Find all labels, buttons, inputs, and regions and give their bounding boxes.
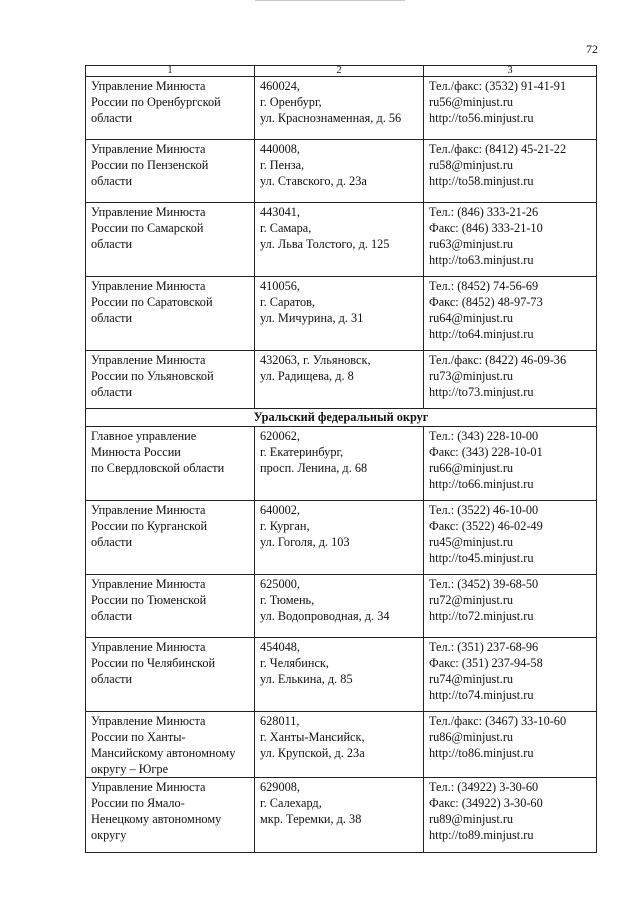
address-line: 625000, [260,577,300,591]
contact-line: Факс: (8452) 48-97-73 [429,295,543,309]
contact-line: Тел.: (34922) 3-30-60 [429,780,539,794]
address-line: 443041, [260,205,300,219]
address-line: ул. Елькина, д. 85 [260,672,353,686]
address-line: 628011, [260,714,300,728]
office-name-cell [86,638,255,712]
contacts-cell [424,712,597,778]
office-name-line: Главное управление [91,429,197,443]
contacts-cell [424,427,597,501]
office-name-line: Управление Минюста [91,780,206,794]
office-name-line: Управление Минюста [91,79,206,93]
contacts-cell [424,575,597,638]
contact-line: http://to56.minjust.ru [429,111,534,125]
contact-line: Тел.: (3522) 46-10-00 [429,503,539,517]
section-title: Уральский федеральный округ [86,409,597,427]
contact-line: http://to66.minjust.ru [429,477,534,491]
address-line: г. Оренбург, [260,95,322,109]
contacts-cell [424,277,597,351]
contact-line: Тел./факс: (3467) 33-10-60 [429,714,567,728]
address-line: ул. Ставского, д. 23а [260,174,367,188]
contact-line: http://to45.minjust.ru [429,551,534,565]
address-cell [255,203,424,277]
office-name-cell [86,140,255,203]
contact-line: ru63@minjust.ru [429,237,514,251]
contact-line: Тел.: (3452) 39-68-50 [429,577,539,591]
contact-line: Тел./факс: (3532) 91-41-91 [429,79,567,93]
office-name-line: области [91,174,133,188]
contact-line: Тел./факс: (8422) 46-09-36 [429,353,567,367]
address-line: г. Пенза, [260,158,305,172]
contact-line: http://to72.minjust.ru [429,609,534,623]
contact-line: http://to58.minjust.ru [429,174,534,188]
contact-line: http://to74.minjust.ru [429,688,534,702]
office-name-line: России по Самарской [91,221,204,235]
office-name-line: России по Оренбургской [91,95,221,109]
contact-line: Тел.: (8452) 74-56-69 [429,279,539,293]
address-line: ул. Водопроводная, д. 34 [260,609,390,623]
table-row [86,575,597,638]
office-name-line: области [91,237,133,251]
office-name-line: Управление Минюста [91,142,206,156]
office-name-cell [86,77,255,140]
address-line: 460024, [260,79,300,93]
address-line: ул. Льва Толстого, д. 125 [260,237,390,251]
address-cell [255,575,424,638]
office-name-cell [86,712,255,778]
address-cell [255,638,424,712]
address-line: ул. Радищева, д. 8 [260,369,354,383]
address-line: 410056, [260,279,300,293]
address-line: 629008, [260,780,300,794]
office-name-line: России по Ханты- [91,730,186,744]
address-cell [255,427,424,501]
contacts-cell [424,638,597,712]
address-line: г. Саратов, [260,295,315,309]
table-row [86,77,597,140]
contact-line: ru89@minjust.ru [429,812,514,826]
office-name-line: области [91,111,133,125]
address-line: 432063, г. Ульяновск, [260,353,371,367]
address-line: просп. Ленина, д. 68 [260,461,368,475]
address-cell [255,277,424,351]
address-line: г. Тюмень, [260,593,315,607]
office-name-line: по Свердловской области [91,461,225,475]
address-line: г. Ханты-Мансийск, [260,730,365,744]
contact-line: Факс: (3522) 46-02-49 [429,519,543,533]
address-line: г. Салехард, [260,796,322,810]
address-cell [255,501,424,575]
address-line: ул. Мичурина, д. 31 [260,311,364,325]
justice-offices-table [85,65,597,853]
page-number: 72 [586,42,598,56]
office-name-line: области [91,672,133,686]
office-name-cell [86,277,255,351]
contact-line: http://to89.minjust.ru [429,828,534,842]
office-name-line: России по Тюменской [91,593,207,607]
contact-line: Факс: (34922) 3-30-60 [429,796,543,810]
column-number-3: 3 [424,66,597,77]
column-number-1: 1 [86,66,255,77]
contact-line: http://to73.minjust.ru [429,385,534,399]
contacts-cell [424,140,597,203]
contact-line: Факс: (846) 333-21-10 [429,221,543,235]
office-name-line: области [91,535,133,549]
address-line: 440008, [260,142,300,156]
table-row [86,140,597,203]
office-name-line: Управление Минюста [91,503,206,517]
contacts-cell [424,501,597,575]
column-number-row [86,66,597,77]
address-line: г. Екатеринбург, [260,445,344,459]
office-name-line: округу [91,828,127,842]
office-name-line: России по Ульяновской [91,369,214,383]
contact-line: Факс: (343) 228-10-01 [429,445,543,459]
table-row [86,427,597,501]
office-name-cell [86,501,255,575]
address-line: ул. Гоголя, д. 103 [260,535,350,549]
address-line: 640002, [260,503,300,517]
office-name-line: области [91,311,133,325]
contacts-cell [424,77,597,140]
table-row [86,501,597,575]
office-name-line: области [91,385,133,399]
office-name-line: Ненецкому автономному [91,812,222,826]
office-name-line: России по Курганской [91,519,208,533]
contact-line: http://to63.minjust.ru [429,253,534,267]
contact-line: Тел.: (846) 333-21-26 [429,205,539,219]
table-row [86,778,597,853]
office-name-cell [86,575,255,638]
office-name-line: Управление Минюста [91,640,206,654]
office-name-line: Управление Минюста [91,205,206,219]
column-number-2: 2 [255,66,424,77]
address-line: ул. Крупской, д. 23а [260,746,365,760]
contact-line: ru72@minjust.ru [429,593,514,607]
office-name-cell [86,427,255,501]
office-name-line: Мансийскому автономному [91,746,236,760]
contacts-cell [424,778,597,853]
office-name-line: Управление Минюста [91,353,206,367]
address-cell [255,778,424,853]
address-cell [255,712,424,778]
address-line: г. Самара, [260,221,312,235]
address-cell [255,351,424,409]
office-name-line: Управление Минюста [91,714,206,728]
office-name-cell [86,778,255,853]
contact-line: ru64@minjust.ru [429,311,514,325]
scan-edge-line [255,0,405,1]
contact-line: http://to64.minjust.ru [429,327,534,341]
office-name-line: России по Пензенской [91,158,209,172]
contact-line: Тел.: (351) 237-68-96 [429,640,539,654]
contacts-cell [424,203,597,277]
contacts-cell [424,351,597,409]
contact-line: ru73@minjust.ru [429,369,514,383]
office-name-line: Управление Минюста [91,279,206,293]
table-row [86,203,597,277]
contact-line: Тел.: (343) 228-10-00 [429,429,539,443]
office-name-line: округу – Югре [91,762,169,776]
contact-line: ru86@minjust.ru [429,730,514,744]
address-cell [255,77,424,140]
address-line: ул. Краснознаменная, д. 56 [260,111,402,125]
address-line: г. Челябинск, [260,656,329,670]
contact-line: ru74@minjust.ru [429,672,514,686]
section-header-row [86,409,597,427]
contact-line: ru45@minjust.ru [429,535,514,549]
office-name-cell [86,203,255,277]
office-name-line: Управление Минюста [91,577,206,591]
office-name-line: России по Челябинской [91,656,216,670]
address-line: г. Курган, [260,519,310,533]
office-name-cell [86,351,255,409]
contact-line: Тел./факс: (8412) 45-21-22 [429,142,567,156]
address-line: мкр. Теремки, д. 38 [260,812,362,826]
table-row [86,351,597,409]
table-row [86,712,597,778]
contact-line: http://to86.minjust.ru [429,746,534,760]
contact-line: ru58@minjust.ru [429,158,514,172]
table-row [86,277,597,351]
address-cell [255,140,424,203]
office-name-line: Минюста России [91,445,181,459]
address-line: 454048, [260,640,300,654]
table-body [86,66,597,853]
contact-line: Факс: (351) 237-94-58 [429,656,543,670]
contact-line: ru66@minjust.ru [429,461,514,475]
office-name-line: России по Ямало- [91,796,185,810]
office-name-line: России по Саратовской [91,295,213,309]
address-line: 620062, [260,429,300,443]
table-row [86,638,597,712]
office-name-line: области [91,609,133,623]
contact-line: ru56@minjust.ru [429,95,514,109]
